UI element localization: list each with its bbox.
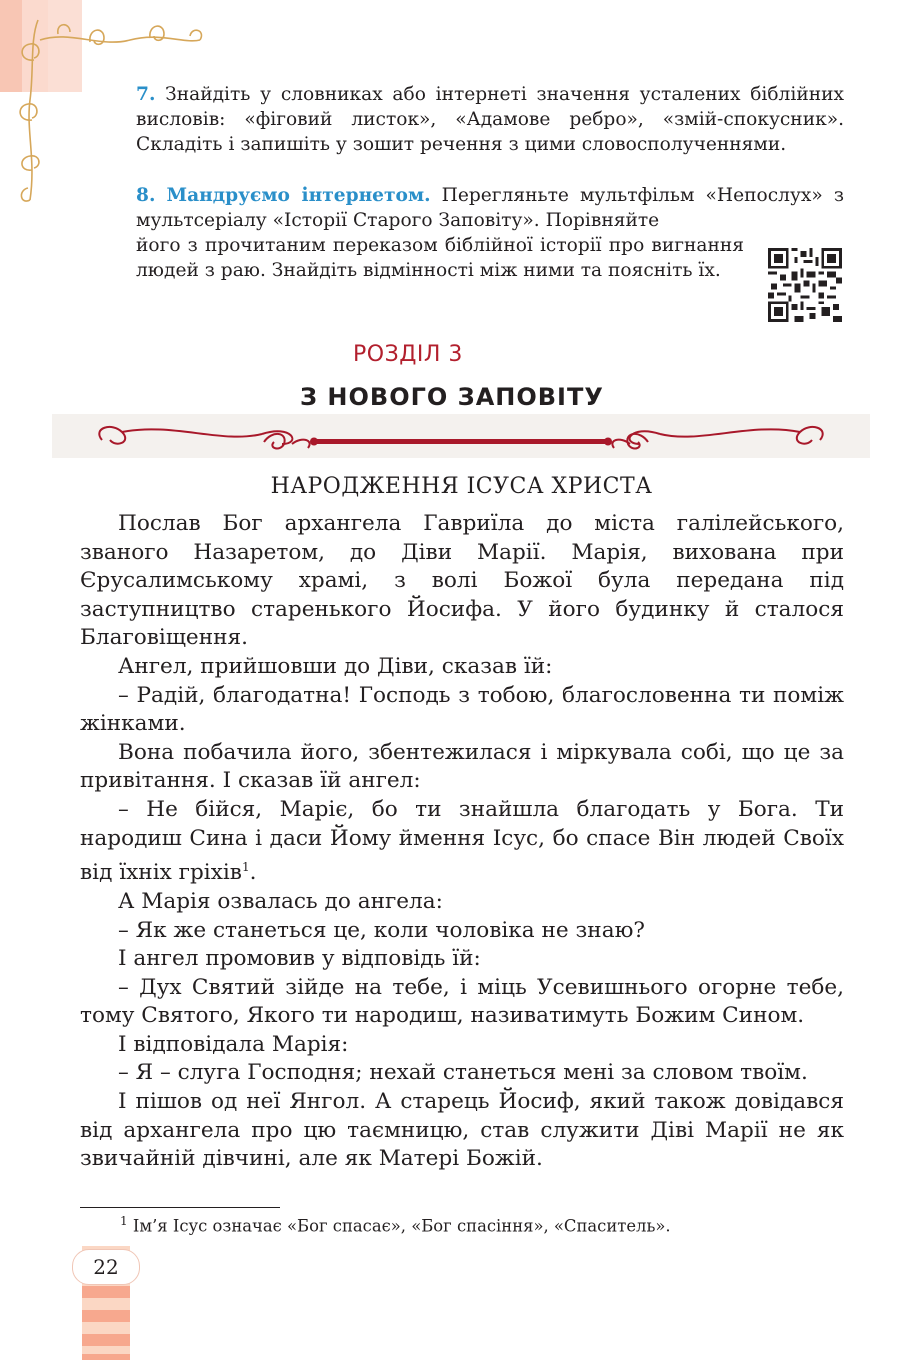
story-body	[80, 510, 844, 1174]
exercise-number: 7.	[136, 84, 156, 105]
paragraph: – Як же станеться це, коли чоловіка не знаю?	[118, 917, 645, 943]
paragraph: – Я – слуга Господня; нехай станеться мені за словом твоїм.	[118, 1060, 808, 1086]
page-number: 22	[72, 1249, 140, 1285]
footnote	[120, 1214, 671, 1235]
footnote-divider	[80, 1207, 280, 1208]
footnote-reference[interactable]: 1	[241, 860, 250, 875]
qr-code-icon[interactable]	[768, 246, 842, 324]
paragraph: – Радій, благодатна! Господь з тобою, благословенна ти поміж жінками.	[80, 682, 844, 737]
story-title	[0, 474, 918, 499]
exercise-8-continued	[136, 233, 744, 283]
paragraph: А Марія озвалась до ангела:	[118, 888, 443, 914]
exercise-7	[136, 82, 844, 157]
ornament-divider-icon	[52, 414, 870, 458]
paragraph: Послав Бог архангела Гавриїла до міста галілейського, званого Назаретом, до Діви Марії. Марія, вихована при Єрусалимському храмі, з волі Божої була передана під заступництво старенького Йосифа. У його будинку й сталося Благовіщення.	[80, 511, 844, 651]
exercise-lead: Мандруємо інтернетом.	[166, 185, 431, 206]
paragraph	[80, 796, 844, 888]
paragraph: І відповідала Марія:	[118, 1031, 349, 1057]
paragraph: – Дух Святий зійде на тебе, і міць Усевишнього огорне тебе, тому Святого, Якого ти народиш, називатимуть Божим Сином.	[80, 974, 844, 1029]
footnote-mark: 1	[120, 1214, 128, 1228]
exercise-text: його з прочитаним переказом біблійної історії про вигнання людей з раю. Знайдіть відмінності між ними та поясніть їх.	[136, 235, 744, 281]
exercise-number: 8.	[136, 185, 156, 206]
sentence-end: .	[249, 860, 257, 886]
section-title: З НОВОГО ЗАПОВІТУ	[300, 383, 604, 411]
paragraph-text: – Не бійся, Маріє, бо ти знайшла благодать у Бога. Ти народиш Сина і даси Йому ймення Ісус, бо спасе Він людей Своїх від їхніх гріхів	[80, 796, 844, 886]
paragraph: Ангел, прийшовши до Діви, сказав їй:	[118, 653, 553, 679]
exercise-8	[136, 183, 844, 233]
exercise-text: Перегляньте мультфільм «Непослух» з мультсеріалу «Історії Старого Заповіту». Порівняйте	[136, 185, 844, 231]
paragraph: І пішов од неї Янгол. А старець Йосиф, який також довідався від архангела про цю таємницю, став служити Діві Марії не як звичайній дівчині, але як Матері Божій.	[80, 1089, 844, 1172]
story-title-text: НАРОДЖЕННЯ ІСУСА ХРИСТА	[270, 474, 653, 499]
footnote-text: Ім’я Ісус означає «Бог спасає», «Бог спасіння», «Спаситель».	[132, 1216, 671, 1236]
section-label-text: РОЗДІЛ 3	[353, 342, 463, 367]
paragraph: І ангел промовив у відповідь їй:	[118, 946, 481, 972]
exercise-text: Знайдіть у словниках або інтернеті значення усталених біблійних висловів: «фіговий листок», «Адамове ребро», «змій-спокусник». Складіть і запишіть у зошит речення з цими словосполученнями.	[136, 84, 844, 155]
paragraph: Вона побачила його, збентежилася і міркувала собі, що це за привітання. І сказав їй ангел:	[80, 739, 844, 794]
